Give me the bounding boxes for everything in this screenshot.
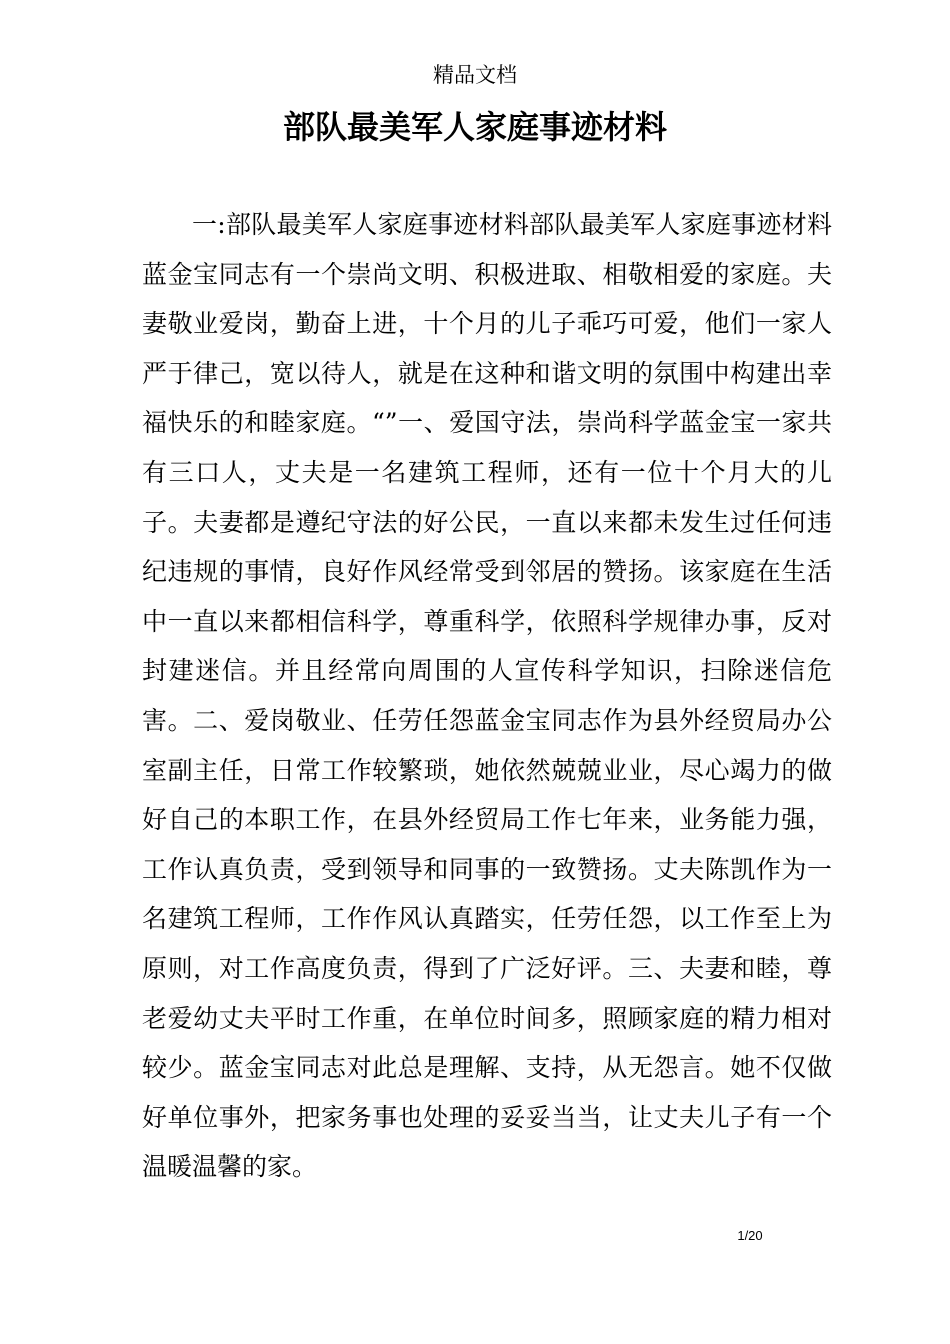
document-title: 部队最美军人家庭事迹材料: [282, 108, 667, 146]
document-header: 精品文档: [433, 63, 517, 87]
page-number: 1/20: [737, 1228, 763, 1243]
document-body-paragraph: 一:部队最美军人家庭事迹材料部队最美军人家庭事迹材料蓝金宝同志有一个崇尚文明、积极进取、相敬相爱的家庭。夫妻敬业爱岗，勤奋上进，十个月的儿子乖巧可爱，他们一家人严于律己，宽以待人，就是在这种和谐文明的氛围中构建出幸福快乐的和睦家庭。“”一、爱国守法，崇尚科学蓝金宝一家共有三口人，丈夫是一名建筑工程师，还有一位十个月大的儿子。夫妻都是遵纪守法的好公民，一直以来都未发生过任何违纪违规的事情，良好作风经常受到邻居的赞扬。该家庭在生活中一直以来都相信科学，尊重科学，依照科学规律办事，反对封建迷信。并且经常向周围的人宣传科学知识，扫除迷信危害。二、爱岗敬业、任劳任怨蓝金宝同志作为县外经贸局办公室副主任，日常工作较繁琐，她依然兢兢业业，尽心竭力的做好自己的本职工作，在县外经贸局工作七年来，业务能力强，工作认真负责，受到领导和同事的一致赞扬。丈夫陈凯作为一名建筑工程师，工作作风认真踏实，任劳任怨，以工作至上为原则，对工作高度负责，得到了广泛好评。三、夫妻和睦，尊老爱幼丈夫平时工作重，在单位时间多，照顾家庭的精力相对较少。蓝金宝同志对此总是理解、支持，从无怨言。她不仅做好单位事外，把家务事也处理的妥妥当当，让丈夫儿子有一个温暖温馨的家。: [142, 210, 832, 1182]
